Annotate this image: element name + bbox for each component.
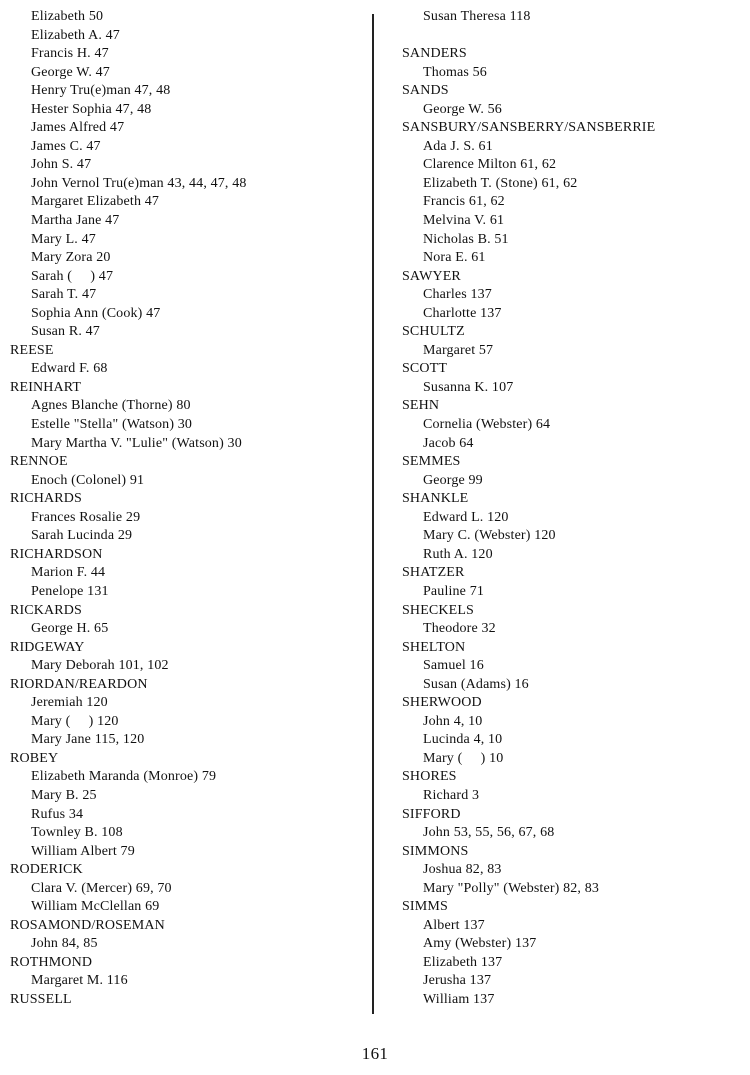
surname-heading: SIMMONS bbox=[402, 843, 469, 859]
surname-heading: SAWYER bbox=[402, 268, 461, 284]
given-name-entry: Mary Martha V. "Lulie" (Watson) 30 bbox=[31, 435, 242, 451]
given-name-entry: Thomas 56 bbox=[423, 64, 487, 80]
surname-heading: SHORES bbox=[402, 769, 457, 785]
given-name-entry: William Albert 79 bbox=[31, 843, 135, 859]
given-name-entry: Amy (Webster) 137 bbox=[423, 936, 537, 952]
given-name-entry: Sophia Ann (Cook) 47 bbox=[31, 305, 161, 321]
surname-heading: REESE bbox=[10, 342, 54, 358]
given-name-entry: Pauline 71 bbox=[423, 583, 484, 599]
given-name-entry: Jeremiah 120 bbox=[31, 695, 108, 711]
given-name-entry: Francis 61, 62 bbox=[423, 194, 505, 210]
surname-heading: SHECKELS bbox=[402, 602, 474, 618]
given-name-entry: Elizabeth Maranda (Monroe) 79 bbox=[31, 769, 217, 785]
surname-heading: SIMMS bbox=[402, 899, 448, 915]
given-name-entry: Mary B. 25 bbox=[31, 787, 97, 803]
given-name-entry: Nora E. 61 bbox=[423, 250, 486, 266]
surname-heading: SCOTT bbox=[402, 361, 448, 377]
given-name-entry: Margaret 57 bbox=[423, 342, 494, 358]
given-name-entry: Marion F. 44 bbox=[31, 565, 106, 581]
given-name-entry: Penelope 131 bbox=[31, 583, 109, 599]
given-name-entry: Jacob 64 bbox=[423, 435, 474, 451]
given-name-entry: Ruth A. 120 bbox=[423, 546, 493, 562]
surname-heading: SANDERS bbox=[402, 46, 467, 62]
given-name-entry: Theodore 32 bbox=[423, 621, 496, 637]
surname-heading: ROBEY bbox=[10, 750, 59, 766]
given-name-entry: Jerusha 137 bbox=[423, 973, 492, 989]
page-number: 161 bbox=[361, 1044, 389, 1063]
given-name-entry: Mary Jane 115, 120 bbox=[31, 732, 145, 748]
surname-heading: RUSSELL bbox=[10, 991, 72, 1007]
given-name-entry: Sarah T. 47 bbox=[31, 287, 97, 303]
surname-heading: ROSAMOND/ROSEMAN bbox=[10, 917, 165, 933]
given-name-entry: Henry Tru(e)man 47, 48 bbox=[31, 83, 171, 99]
given-name-entry: George 99 bbox=[423, 472, 483, 488]
given-name-entry: Samuel 16 bbox=[423, 658, 484, 674]
surname-heading: RIDGEWAY bbox=[10, 639, 85, 655]
given-name-entry: Charlotte 137 bbox=[423, 305, 502, 321]
given-name-entry: Cornelia (Webster) 64 bbox=[423, 417, 551, 433]
given-name-entry: Richard 3 bbox=[423, 787, 480, 803]
given-name-entry: Margaret M. 116 bbox=[31, 973, 128, 989]
surname-heading: ROTHMOND bbox=[10, 954, 93, 970]
given-name-entry: Susan (Adams) 16 bbox=[423, 676, 529, 692]
surname-heading: SANSBURY/SANSBERRY/SANSBERRIE bbox=[402, 120, 656, 136]
given-name-entry: Elizabeth A. 47 bbox=[31, 27, 120, 43]
surname-heading: SEHN bbox=[402, 398, 440, 414]
given-name-entry: Charles 137 bbox=[423, 287, 492, 303]
given-name-entry: William 137 bbox=[423, 991, 495, 1007]
surname-heading: SHELTON bbox=[402, 639, 466, 655]
surname-heading: SANDS bbox=[402, 83, 449, 99]
given-name-entry: John S. 47 bbox=[31, 157, 92, 173]
given-name-entry: Elizabeth 50 bbox=[31, 9, 104, 24]
given-name-entry: Hester Sophia 47, 48 bbox=[31, 101, 152, 117]
surname-heading: SHANKLE bbox=[402, 491, 469, 507]
index-column-right bbox=[402, 8, 742, 1010]
given-name-entry: Enoch (Colonel) 91 bbox=[31, 472, 145, 488]
given-name-entry: Susan Theresa 118 bbox=[423, 9, 531, 24]
given-name-entry: Ada J. S. 61 bbox=[423, 138, 493, 154]
given-name-entry: Mary Zora 20 bbox=[31, 250, 111, 266]
given-name-entry: Edward L. 120 bbox=[423, 509, 509, 525]
surname-heading: SHATZER bbox=[402, 565, 465, 581]
given-name-entry: John 84, 85 bbox=[31, 936, 98, 952]
given-name-entry: Nicholas B. 51 bbox=[423, 231, 509, 247]
given-name-entry: Susan R. 47 bbox=[31, 324, 100, 340]
given-name-entry: Estelle "Stella" (Watson) 30 bbox=[31, 417, 193, 433]
surname-heading: RICHARDSON bbox=[10, 546, 103, 562]
given-name-entry: George W. 56 bbox=[423, 101, 502, 117]
given-name-entry: Rufus 34 bbox=[31, 806, 84, 822]
given-name-entry: Francis H. 47 bbox=[31, 46, 109, 62]
given-name-entry: John 53, 55, 56, 67, 68 bbox=[423, 825, 555, 841]
given-name-entry: George H. 65 bbox=[31, 621, 109, 637]
surname-heading: RIORDAN/REARDON bbox=[10, 676, 148, 692]
surname-heading: REINHART bbox=[10, 379, 82, 395]
surname-heading: RODERICK bbox=[10, 862, 83, 878]
surname-heading: SCHULTZ bbox=[402, 324, 465, 340]
blank-line bbox=[402, 27, 742, 46]
index-column-left bbox=[10, 8, 365, 1010]
given-name-entry: George W. 47 bbox=[31, 64, 110, 80]
given-name-entry: John 4, 10 bbox=[423, 713, 483, 729]
surname-heading: SHERWOOD bbox=[402, 695, 482, 711]
given-name-entry: Mary "Polly" (Webster) 82, 83 bbox=[423, 880, 600, 896]
given-name-entry: Elizabeth T. (Stone) 61, 62 bbox=[423, 175, 578, 191]
given-name-entry: Margaret Elizabeth 47 bbox=[31, 194, 160, 210]
given-name-entry: Mary L. 47 bbox=[31, 231, 96, 247]
given-name-entry: Frances Rosalie 29 bbox=[31, 509, 141, 525]
given-name-entry: James Alfred 47 bbox=[31, 120, 125, 136]
given-name-entry: Mary C. (Webster) 120 bbox=[423, 528, 556, 544]
given-name-entry: Sarah Lucinda 29 bbox=[31, 528, 133, 544]
given-name-entry: Agnes Blanche (Thorne) 80 bbox=[31, 398, 191, 414]
given-name-entry: John Vernol Tru(e)man 43, 44, 47, 48 bbox=[31, 175, 247, 191]
given-name-entry: Lucinda 4, 10 bbox=[423, 732, 503, 748]
given-name-entry: Elizabeth 137 bbox=[423, 954, 503, 970]
surname-heading: SEMMES bbox=[402, 454, 461, 470]
given-name-entry: Clarence Milton 61, 62 bbox=[423, 157, 557, 173]
given-name-entry: Townley B. 108 bbox=[31, 825, 123, 841]
given-name-entry: Martha Jane 47 bbox=[31, 213, 120, 229]
given-name-entry: Albert 137 bbox=[423, 917, 485, 933]
given-name-entry: Mary ( ) 10 bbox=[423, 750, 504, 766]
surname-heading: RICHARDS bbox=[10, 491, 82, 507]
given-name-entry: William McClellan 69 bbox=[31, 899, 160, 915]
given-name-entry: Mary Deborah 101, 102 bbox=[31, 658, 169, 674]
given-name-entry: Clara V. (Mercer) 69, 70 bbox=[31, 880, 172, 896]
given-name-entry: James C. 47 bbox=[31, 138, 101, 154]
surname-heading: SIFFORD bbox=[402, 806, 461, 822]
given-name-entry: Edward F. 68 bbox=[31, 361, 108, 377]
surname-heading: RICKARDS bbox=[10, 602, 82, 618]
given-name-entry: Melvina V. 61 bbox=[423, 213, 505, 229]
given-name-entry: Joshua 82, 83 bbox=[423, 862, 502, 878]
given-name-entry: Sarah ( ) 47 bbox=[31, 268, 114, 284]
given-name-entry: Mary ( ) 120 bbox=[31, 713, 119, 729]
surname-heading: RENNOE bbox=[10, 454, 68, 470]
given-name-entry: Susanna K. 107 bbox=[423, 379, 514, 395]
column-divider bbox=[372, 14, 374, 1014]
